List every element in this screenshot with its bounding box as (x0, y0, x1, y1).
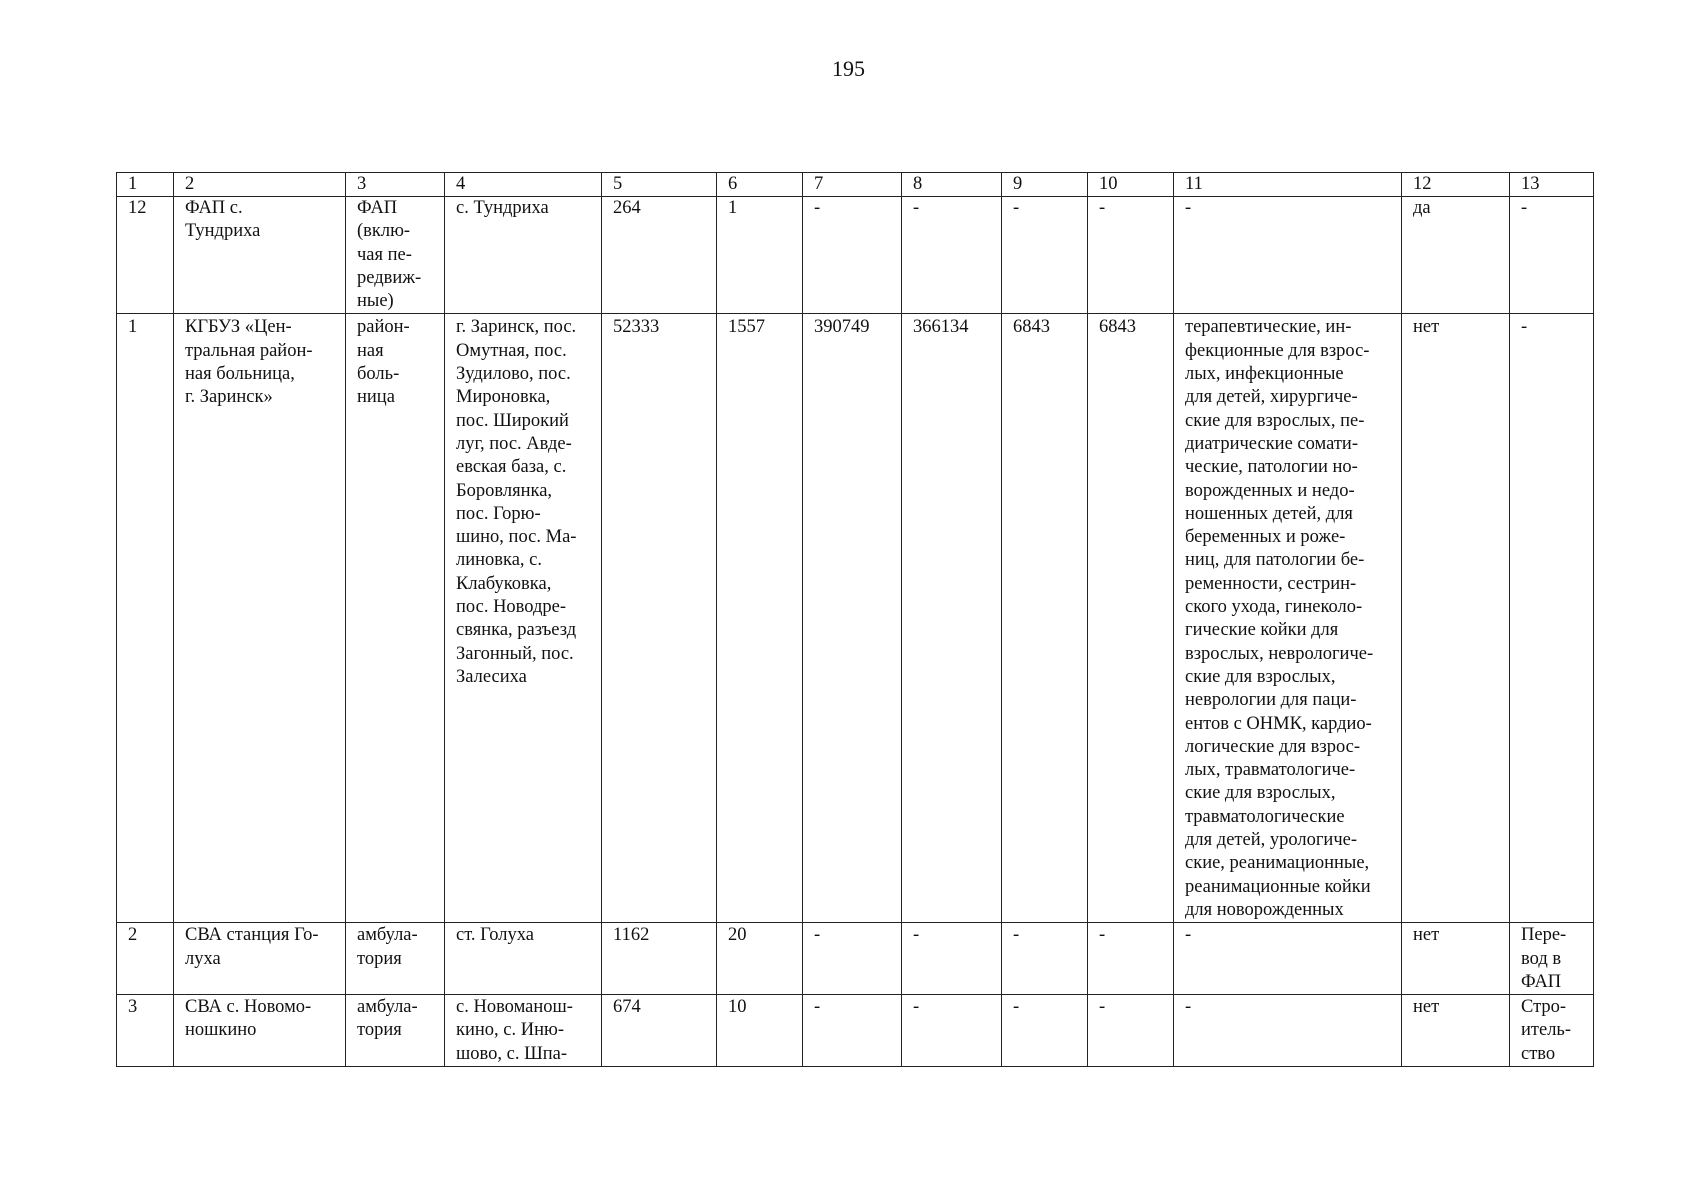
table-cell: район- ная боль- ница (346, 314, 445, 923)
table-cell: - (1510, 197, 1594, 314)
table-cell: Пере- вод в ФАП (1510, 923, 1594, 995)
column-header: 7 (803, 173, 902, 197)
table-cell: - (1088, 197, 1174, 314)
column-header: 2 (174, 173, 346, 197)
table-row (117, 995, 1594, 1067)
table-header-row (117, 173, 1594, 197)
column-header: 3 (346, 173, 445, 197)
table-cell: 6843 (1002, 314, 1088, 923)
table-cell: да (1402, 197, 1510, 314)
table-cell: с. Тундриха (445, 197, 602, 314)
table-cell: нет (1402, 995, 1510, 1067)
table-cell: ФАП с. Тундриха (174, 197, 346, 314)
table-cell: нет (1402, 923, 1510, 995)
table-cell: 1 (117, 314, 174, 923)
data-table (116, 172, 1594, 1067)
table-cell: 52333 (602, 314, 717, 923)
table-cell: - (902, 923, 1002, 995)
table-cell: 1557 (717, 314, 803, 923)
table-cell: ФАП (вклю- чая пе- редвиж- ные) (346, 197, 445, 314)
table-cell: 12 (117, 197, 174, 314)
table-cell: амбула- тория (346, 995, 445, 1067)
column-header: 1 (117, 173, 174, 197)
table-cell: - (803, 923, 902, 995)
table-cell: с. Новоманош- кино, с. Иню- шово, с. Шпа- (445, 995, 602, 1067)
table-cell: - (1174, 923, 1402, 995)
table-cell: - (1088, 923, 1174, 995)
table-cell: 390749 (803, 314, 902, 923)
table-cell: - (1002, 197, 1088, 314)
column-header: 4 (445, 173, 602, 197)
table-cell: СВА с. Новомо- ношкино (174, 995, 346, 1067)
table-cell: - (1002, 995, 1088, 1067)
table-cell: КГБУЗ «Цен- тральная район- ная больница, г. Заринск» (174, 314, 346, 923)
table-cell: 366134 (902, 314, 1002, 923)
table-cell: 2 (117, 923, 174, 995)
table-cell: терапевтические, ин- фекционные для взрос- лых, инфекционные для детей, хирургиче- ские для взрослых, пе- диатрические сомати- ческие, патологии но- ворожденных и недо- ношенных детей, для беременных и роже- ниц, для патологии бе- ременности, сестрин- ского ухода, гинеколо- гические койки для взрослых, неврологиче- ские для взрослых, неврологии для паци- ентов с ОНМК, кардио- логические для взрос- лых, травматологиче- ские для взрослых, травматологические для детей, урологиче- ские, реанимационные, реанимационные койки для новорожденных (1174, 314, 1402, 923)
column-header: 11 (1174, 173, 1402, 197)
table-row (117, 923, 1594, 995)
table-row (117, 197, 1594, 314)
column-header: 9 (1002, 173, 1088, 197)
table-cell: амбула- тория (346, 923, 445, 995)
column-header: 5 (602, 173, 717, 197)
table-cell: - (803, 995, 902, 1067)
column-header: 12 (1402, 173, 1510, 197)
table-cell: 674 (602, 995, 717, 1067)
table-cell: - (1002, 923, 1088, 995)
table-cell: 1162 (602, 923, 717, 995)
table-row (117, 314, 1594, 923)
column-header: 13 (1510, 173, 1594, 197)
column-header: 8 (902, 173, 1002, 197)
table-cell: - (1510, 314, 1594, 923)
table-cell: 6843 (1088, 314, 1174, 923)
table-cell: Стро- итель- ство (1510, 995, 1594, 1067)
table-cell: - (1088, 995, 1174, 1067)
table-cell: 1 (717, 197, 803, 314)
table-cell: 10 (717, 995, 803, 1067)
table-cell: 3 (117, 995, 174, 1067)
table-cell: нет (1402, 314, 1510, 923)
table-cell: - (902, 197, 1002, 314)
table-cell: СВА станция Го- луха (174, 923, 346, 995)
column-header: 6 (717, 173, 803, 197)
column-header: 10 (1088, 173, 1174, 197)
table-cell: - (803, 197, 902, 314)
table-cell: - (1174, 995, 1402, 1067)
page-number: 195 (832, 56, 865, 81)
table-cell: - (1174, 197, 1402, 314)
table-cell: - (902, 995, 1002, 1067)
table-cell: ст. Голуха (445, 923, 602, 995)
table-cell: 20 (717, 923, 803, 995)
table-cell: 264 (602, 197, 717, 314)
table-cell: г. Заринск, пос. Омутная, пос. Зудилово, пос. Мироновка, пос. Широкий луг, пос. Авде- евская база, с. Боровлянка, пос. Горю- шино, пос. Ма- линовка, с. Клабуковка, пос. Новодре- свянка, разъезд Загонный, пос. Залесиха (445, 314, 602, 923)
